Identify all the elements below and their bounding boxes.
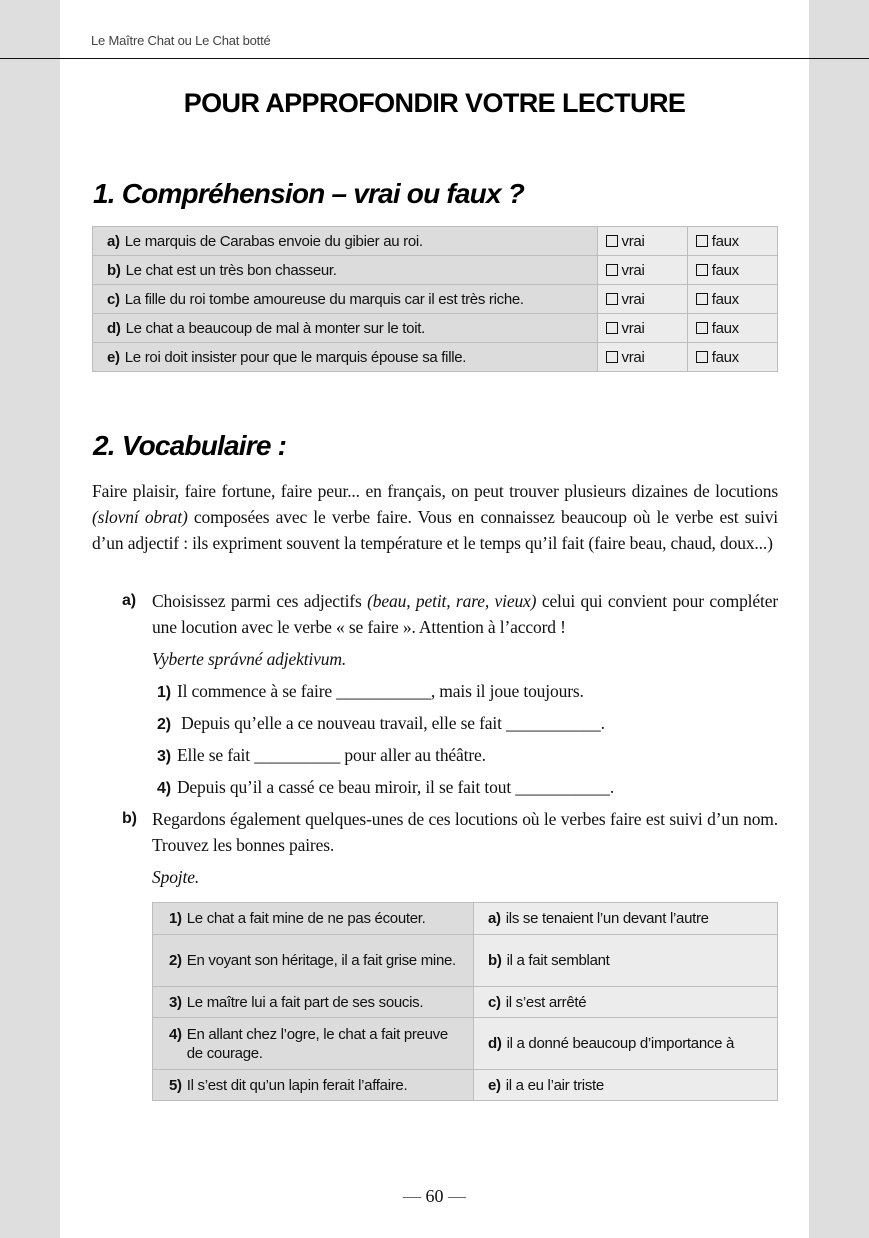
section-1-heading: 1. Compréhension – vrai ou faux ?	[93, 178, 525, 209]
table-row	[93, 343, 778, 372]
exercise-a-instruction: Vyberte správné adjektivum.	[152, 649, 347, 669]
checkbox-icon[interactable]	[606, 235, 618, 247]
checkbox-icon[interactable]	[696, 264, 708, 276]
item-label: c)	[107, 290, 120, 308]
match-right-cell: d) il a donné beaucoup d’importance à	[474, 1018, 778, 1070]
option-faux[interactable]: faux	[687, 343, 777, 372]
fill-in-item-1: 1) Il commence à se faire ___________, mais il joue toujours.	[157, 681, 584, 701]
match-right-cell: b) il a fait semblant	[474, 935, 778, 987]
option-vrai[interactable]: vrai	[597, 314, 687, 343]
statement: La fille du roi tombe amoureuse du marquis car il est très riche.	[124, 290, 524, 308]
table-row	[153, 1070, 778, 1101]
item-label: e)	[107, 348, 120, 366]
match-left-cell: 5) Il s’est dit qu’un lapin ferait l’affaire.	[153, 1070, 474, 1101]
option-vrai[interactable]: vrai	[597, 256, 687, 285]
running-head: Le Maître Chat ou Le Chat botté	[91, 33, 271, 48]
intro-paragraph: Faire plaisir, faire fortune, faire peur... en français, on peut trouver plusieurs dizaines de locutions (slovní obrat) composées avec le verbe faire. Vous en connaissez beaucoup où le verbe est suivi d’un adjectif : ils expriment souvent la température et le temps qu’il fait (faire beau, chaud, doux...)	[92, 481, 779, 553]
fill-in-item-4: 4) Depuis qu’il a cassé ce beau miroir, il se fait tout ___________.	[157, 777, 615, 797]
checkbox-icon[interactable]	[696, 322, 708, 334]
checkbox-icon[interactable]	[696, 235, 708, 247]
match-left-cell: 1) Le chat a fait mine de ne pas écouter.	[153, 903, 474, 935]
fill-in-item-2: 2) Depuis qu’elle a ce nouveau travail, elle se fait ___________.	[157, 713, 605, 733]
option-vrai[interactable]: vrai	[597, 285, 687, 314]
option-faux[interactable]: faux	[687, 227, 777, 256]
match-right-cell: a) ils se tenaient l’un devant l’autre	[474, 903, 778, 935]
checkbox-icon[interactable]	[606, 264, 618, 276]
matching-table	[152, 902, 778, 1101]
header-rule	[0, 58, 869, 59]
match-left-cell: 2) En voyant son héritage, il a fait grise mine.	[153, 935, 474, 987]
option-faux[interactable]: faux	[687, 256, 777, 285]
table-row	[93, 314, 778, 343]
statement: Le chat est un très bon chasseur.	[125, 261, 337, 279]
option-vrai[interactable]: vrai	[597, 227, 687, 256]
checkbox-icon[interactable]	[606, 351, 618, 363]
checkbox-icon[interactable]	[606, 293, 618, 305]
statement: Le chat a beaucoup de mal à monter sur le toit.	[125, 319, 425, 337]
statement: Le roi doit insister pour que le marquis épouse sa fille.	[124, 348, 467, 366]
exercise-b-label: b)	[122, 810, 137, 827]
option-faux[interactable]: faux	[687, 285, 777, 314]
section-2-heading: 2. Vocabulaire :	[93, 430, 287, 461]
true-false-table	[92, 226, 778, 372]
option-faux[interactable]: faux	[687, 314, 777, 343]
page-number: — 60 —	[403, 1186, 466, 1206]
table-row	[93, 256, 778, 285]
checkbox-icon[interactable]	[606, 322, 618, 334]
checkbox-icon[interactable]	[696, 351, 708, 363]
statement: Le marquis de Carabas envoie du gibier au roi.	[124, 232, 423, 250]
table-row	[153, 987, 778, 1018]
exercise-a: a) Choisissez parmi ces adjectifs (beau, petit, rare, vieux) celui qui convient pour compléter une locution avec le verbe « se faire ». Attention à l’accord !	[122, 588, 778, 640]
exercise-a-label: a)	[122, 592, 136, 609]
table-row	[93, 227, 778, 256]
option-vrai[interactable]: vrai	[597, 343, 687, 372]
match-right-cell: c) il s’est arrêté	[474, 987, 778, 1018]
table-row	[153, 935, 778, 987]
page-title: POUR APPROFONDIR VOTRE LECTURE	[183, 88, 686, 118]
table-row	[93, 285, 778, 314]
table-row	[153, 903, 778, 935]
item-label: b)	[107, 261, 121, 279]
item-label: d)	[107, 319, 121, 337]
table-row	[153, 1018, 778, 1070]
checkbox-icon[interactable]	[696, 293, 708, 305]
fill-in-item-3: 3) Elle se fait __________ pour aller au théâtre.	[157, 745, 486, 765]
match-left-cell: 4) En allant chez l’ogre, le chat a fait preuve de courage.	[153, 1018, 474, 1070]
exercise-b-instruction: Spojte.	[152, 867, 200, 887]
exercise-b: b) Regardons également quelques-unes de ces locutions où le verbes faire est suivi d’un nom. Trouvez les bonnes paires.	[122, 806, 778, 858]
match-left-cell: 3) Le maître lui a fait part de ses soucis.	[153, 987, 474, 1018]
match-right-cell: e) il a eu l’air triste	[474, 1070, 778, 1101]
item-label: a)	[107, 232, 120, 250]
